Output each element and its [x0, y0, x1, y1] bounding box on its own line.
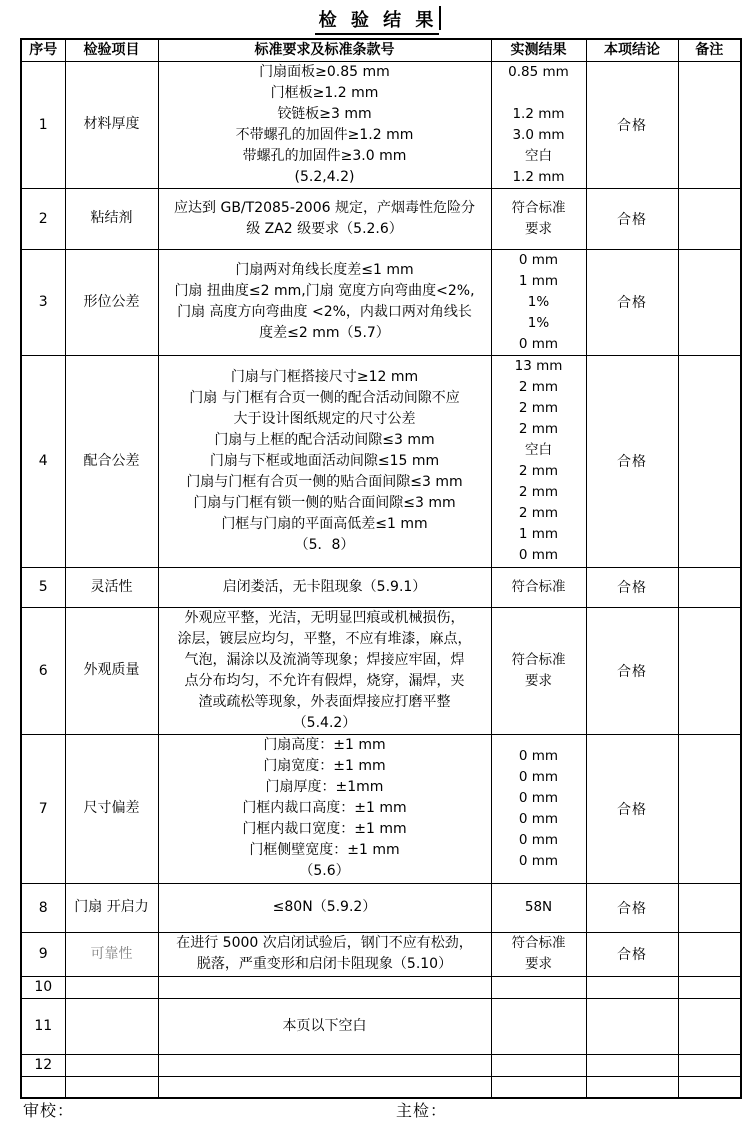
- cell-serial-number: 8: [21, 883, 65, 932]
- table-row: [21, 998, 741, 1054]
- measured-line: 2 mm: [518, 379, 559, 395]
- measured-line: 符合标准: [511, 935, 566, 951]
- standard-line: 在进行 5000 次启闭试验后，钢门不应有松劲，: [176, 935, 473, 951]
- cell-remark: [678, 998, 741, 1054]
- cell-conclusion: [586, 1054, 678, 1076]
- cell-conclusion: [586, 976, 678, 998]
- standard-line: 门框侧壁宽度：±1 mm: [249, 842, 400, 858]
- table-row: [21, 567, 741, 607]
- measured-line: 要求: [525, 672, 552, 689]
- header-row: [21, 39, 741, 61]
- standard-line: 门扇厚度：±1mm: [265, 779, 384, 795]
- results-table: [20, 38, 742, 1099]
- measured-line: 1.2 mm: [512, 168, 565, 185]
- cell-remark: [678, 567, 741, 607]
- cell-measured-result: [491, 1076, 586, 1098]
- standard-line: 点分布均匀，不允许有假焊，烧穿，漏焊，夹: [184, 672, 465, 689]
- cell-measured-result: [491, 734, 586, 883]
- cell-conclusion: 合格: [586, 932, 678, 976]
- measured-line: 2 mm: [518, 400, 559, 416]
- cell-serial-number: 4: [21, 355, 65, 567]
- measured-line: 空白: [525, 442, 552, 458]
- measured-line: 符合标准: [511, 651, 566, 668]
- cell-remark: [678, 734, 741, 883]
- measured-line: 0 mm: [518, 852, 559, 869]
- cell-conclusion: 合格: [586, 883, 678, 932]
- cell-serial-number: 10: [21, 976, 65, 998]
- standard-line: 门扇宽度：±1 mm: [263, 758, 386, 774]
- standard-line: 门扇两对角线长度差≤1 mm: [235, 262, 414, 278]
- cell-standard-requirement: [158, 1054, 491, 1076]
- standard-line: 门扇与上框的配合活动间隙≤3 mm: [214, 431, 435, 448]
- measured-line: 符合标准: [511, 199, 566, 216]
- standard-line: 门扇与门框搭接尺寸≥12 mm: [230, 368, 419, 385]
- measured-line: 符合标准: [511, 578, 566, 595]
- standard-line: 启闭娄活，无卡阻现象（5.9.1）: [222, 578, 427, 595]
- cell-serial-number: 11: [21, 998, 65, 1054]
- standard-line: 大于设计图纸规定的尺寸公差: [233, 410, 416, 427]
- cell-inspection-item: [65, 998, 158, 1054]
- cell-standard-requirement: [158, 932, 491, 976]
- cell-measured-result: [491, 355, 586, 567]
- measured-line: 1%: [527, 293, 550, 310]
- cell-serial-number: 12: [21, 1054, 65, 1076]
- cell-measured-result: [491, 188, 586, 249]
- text-cursor: [439, 6, 441, 30]
- table-row: [21, 355, 741, 567]
- cell-remark: [678, 607, 741, 734]
- measured-line: 0 mm: [518, 747, 559, 764]
- cell-conclusion: 合格: [586, 188, 678, 249]
- measured-line: 2 mm: [518, 421, 559, 437]
- reviewer-label: 审校：: [23, 1101, 75, 1120]
- measured-line: 2 mm: [518, 463, 559, 479]
- standard-line: (5.2,4.2): [294, 168, 355, 185]
- column-header-5: 备注: [678, 39, 741, 61]
- cell-remark: [678, 1076, 741, 1098]
- cell-conclusion: 合格: [586, 607, 678, 734]
- cell-measured-result: [491, 249, 586, 355]
- measured-line: 0 mm: [518, 789, 559, 806]
- cell-standard-requirement: [158, 355, 491, 567]
- measured-line: [492, 83, 586, 104]
- standard-line: 应达到 GB/T2085-2006 规定，产烟毒性危险分: [174, 199, 475, 216]
- cell-measured-result: [491, 607, 586, 734]
- table-row: [21, 976, 741, 998]
- cell-inspection-item: [65, 1076, 158, 1098]
- cell-remark: [678, 355, 741, 567]
- cell-conclusion: [586, 998, 678, 1054]
- chief-inspector-label: 主检：: [396, 1101, 448, 1120]
- table-row: [21, 734, 741, 883]
- standard-line: 度差≤2 mm（5.7）: [259, 325, 390, 341]
- standard-line: （5.6）: [299, 863, 350, 879]
- cell-remark: [678, 883, 741, 932]
- table-row: [21, 1054, 741, 1076]
- table-row: [21, 188, 741, 249]
- measured-line: 2 mm: [518, 484, 559, 500]
- standard-line: 外观应平整，光洁，无明显凹痕或机械损伤，: [184, 609, 465, 626]
- standard-line: 门扇 高度方向弯曲度 <2%，内裁口两对角线长: [177, 304, 472, 320]
- cell-measured-result: [491, 61, 586, 188]
- standard-line: 门框内裁口高度：±1 mm: [242, 800, 407, 816]
- cell-conclusion: 合格: [586, 249, 678, 355]
- cell-serial-number: 9: [21, 932, 65, 976]
- cell-standard-requirement: [158, 188, 491, 249]
- cell-remark: [678, 976, 741, 998]
- table-row: [21, 932, 741, 976]
- cell-conclusion: 合格: [586, 734, 678, 883]
- standard-line: 涂层，镀层应均匀，平整，不应有堆漆，麻点，: [177, 630, 472, 647]
- cell-measured-result: [491, 883, 586, 932]
- standard-line: 级 ZA2 级要求（5.2.6）: [246, 220, 403, 237]
- cell-inspection-item: [65, 976, 158, 998]
- cell-measured-result: [491, 567, 586, 607]
- standard-line: 门框板≥1.2 mm: [270, 84, 379, 101]
- cell-conclusion: 合格: [586, 567, 678, 607]
- table-row: [21, 1076, 741, 1098]
- cell-standard-requirement: [158, 734, 491, 883]
- standard-line: 铰链板≥3 mm: [277, 105, 372, 122]
- cell-measured-result: [491, 998, 586, 1054]
- cell-serial-number: 5: [21, 567, 65, 607]
- table-row: [21, 607, 741, 734]
- cell-inspection-item: 材料厚度: [65, 61, 158, 188]
- cell-remark: [678, 932, 741, 976]
- standard-line: 门扇 与门框有合页一侧的配合活动间隙不应: [189, 389, 460, 406]
- measured-line: 2 mm: [518, 505, 559, 521]
- measured-line: 1 mm: [518, 272, 559, 289]
- cell-inspection-item: 尺寸偏差: [65, 734, 158, 883]
- cell-remark: [678, 1054, 741, 1076]
- page-title-wrap: [0, 6, 756, 35]
- cell-inspection-item: 门扇 开启力: [65, 883, 158, 932]
- table-row: [21, 61, 741, 188]
- cell-standard-requirement: [158, 883, 491, 932]
- standard-line: 门扇与下框或地面活动间隙≤15 mm: [209, 452, 440, 469]
- cell-inspection-item: 灵活性: [65, 567, 158, 607]
- standard-line: 门扇 扭曲度≤2 mm,门扇 宽度方向弯曲度<2%,: [174, 283, 475, 299]
- cell-standard-requirement: [158, 998, 491, 1054]
- page-title: 检 验 结 果: [315, 9, 440, 35]
- measured-line: 1 mm: [518, 526, 559, 542]
- measured-line: 3.0 mm: [512, 126, 565, 143]
- measured-line: 要求: [525, 220, 552, 237]
- cell-inspection-item: 可靠性: [65, 932, 158, 976]
- measured-line: 0 mm: [518, 335, 559, 352]
- measured-line: 0.85 mm: [508, 63, 569, 80]
- cell-remark: [678, 188, 741, 249]
- measured-line: 0 mm: [518, 547, 559, 563]
- standard-line: 门扇面板≥0.85 mm: [259, 63, 390, 80]
- standard-line: 本页以下空白: [282, 1017, 367, 1034]
- table-row: [21, 249, 741, 355]
- standard-line: 气泡，漏涂以及流淌等现象；焊接应牢固，焊: [184, 651, 465, 668]
- cell-inspection-item: 外观质量: [65, 607, 158, 734]
- cell-standard-requirement: [158, 1076, 491, 1098]
- cell-standard-requirement: [158, 976, 491, 998]
- column-header-0: 序号: [21, 39, 65, 61]
- standard-line: 脱落，严重变形和启闭卡阻现象（5.10）: [196, 956, 453, 972]
- cell-serial-number: 3: [21, 249, 65, 355]
- cell-conclusion: [586, 1076, 678, 1098]
- cell-standard-requirement: [158, 567, 491, 607]
- measured-line: 0 mm: [518, 831, 559, 848]
- measured-line: 1.2 mm: [512, 105, 565, 122]
- standard-line: （5.4.2）: [292, 714, 357, 731]
- measured-line: 1%: [527, 314, 550, 331]
- standard-line: 不带螺孔的加固件≥1.2 mm: [235, 126, 414, 143]
- cell-standard-requirement: [158, 249, 491, 355]
- measured-line: 0 mm: [518, 768, 559, 785]
- measured-line: 13 mm: [514, 358, 563, 374]
- cell-measured-result: [491, 1054, 586, 1076]
- cell-inspection-item: 粘结剂: [65, 188, 158, 249]
- column-header-4: 本项结论: [586, 39, 678, 61]
- cell-serial-number: 2: [21, 188, 65, 249]
- standard-line: 门扇与门框有锁一侧的贴合面间隙≤3 mm: [193, 494, 456, 511]
- measured-line: 0 mm: [518, 810, 559, 827]
- standard-line: ≤80N（5.9.2）: [272, 899, 377, 915]
- column-header-1: 检验项目: [65, 39, 158, 61]
- measured-line: 要求: [525, 956, 552, 972]
- cell-inspection-item: [65, 1054, 158, 1076]
- measured-line: 58N: [524, 899, 553, 915]
- cell-serial-number: 1: [21, 61, 65, 188]
- measured-line: 0 mm: [518, 251, 559, 268]
- cell-serial-number: [21, 1076, 65, 1098]
- standard-line: 门框与门扇的平面高低差≤1 mm: [221, 515, 428, 532]
- cell-measured-result: [491, 932, 586, 976]
- cell-serial-number: 6: [21, 607, 65, 734]
- cell-serial-number: 7: [21, 734, 65, 883]
- standard-line: 渣或疏松等现象，外表面焊接应打磨平整: [198, 693, 451, 710]
- standard-line: 门框内裁口宽度：±1 mm: [242, 821, 407, 837]
- cell-conclusion: 合格: [586, 61, 678, 188]
- table-row: [21, 883, 741, 932]
- column-header-2: 标准要求及标准条款号: [158, 39, 491, 61]
- cell-remark: [678, 61, 741, 188]
- standard-line: 门扇高度：±1 mm: [263, 737, 386, 753]
- cell-standard-requirement: [158, 61, 491, 188]
- cell-inspection-item: 配合公差: [65, 355, 158, 567]
- cell-conclusion: 合格: [586, 355, 678, 567]
- standard-line: （5．8）: [294, 536, 355, 553]
- measured-line: 空白: [525, 147, 552, 164]
- standard-line: 带螺孔的加固件≥3.0 mm: [242, 147, 407, 164]
- cell-remark: [678, 249, 741, 355]
- cell-inspection-item: 形位公差: [65, 249, 158, 355]
- cell-measured-result: [491, 976, 586, 998]
- standard-line: 门扇与门框有合页一侧的贴合面间隙≤3 mm: [186, 473, 463, 490]
- column-header-3: 实测结果: [491, 39, 586, 61]
- cell-standard-requirement: [158, 607, 491, 734]
